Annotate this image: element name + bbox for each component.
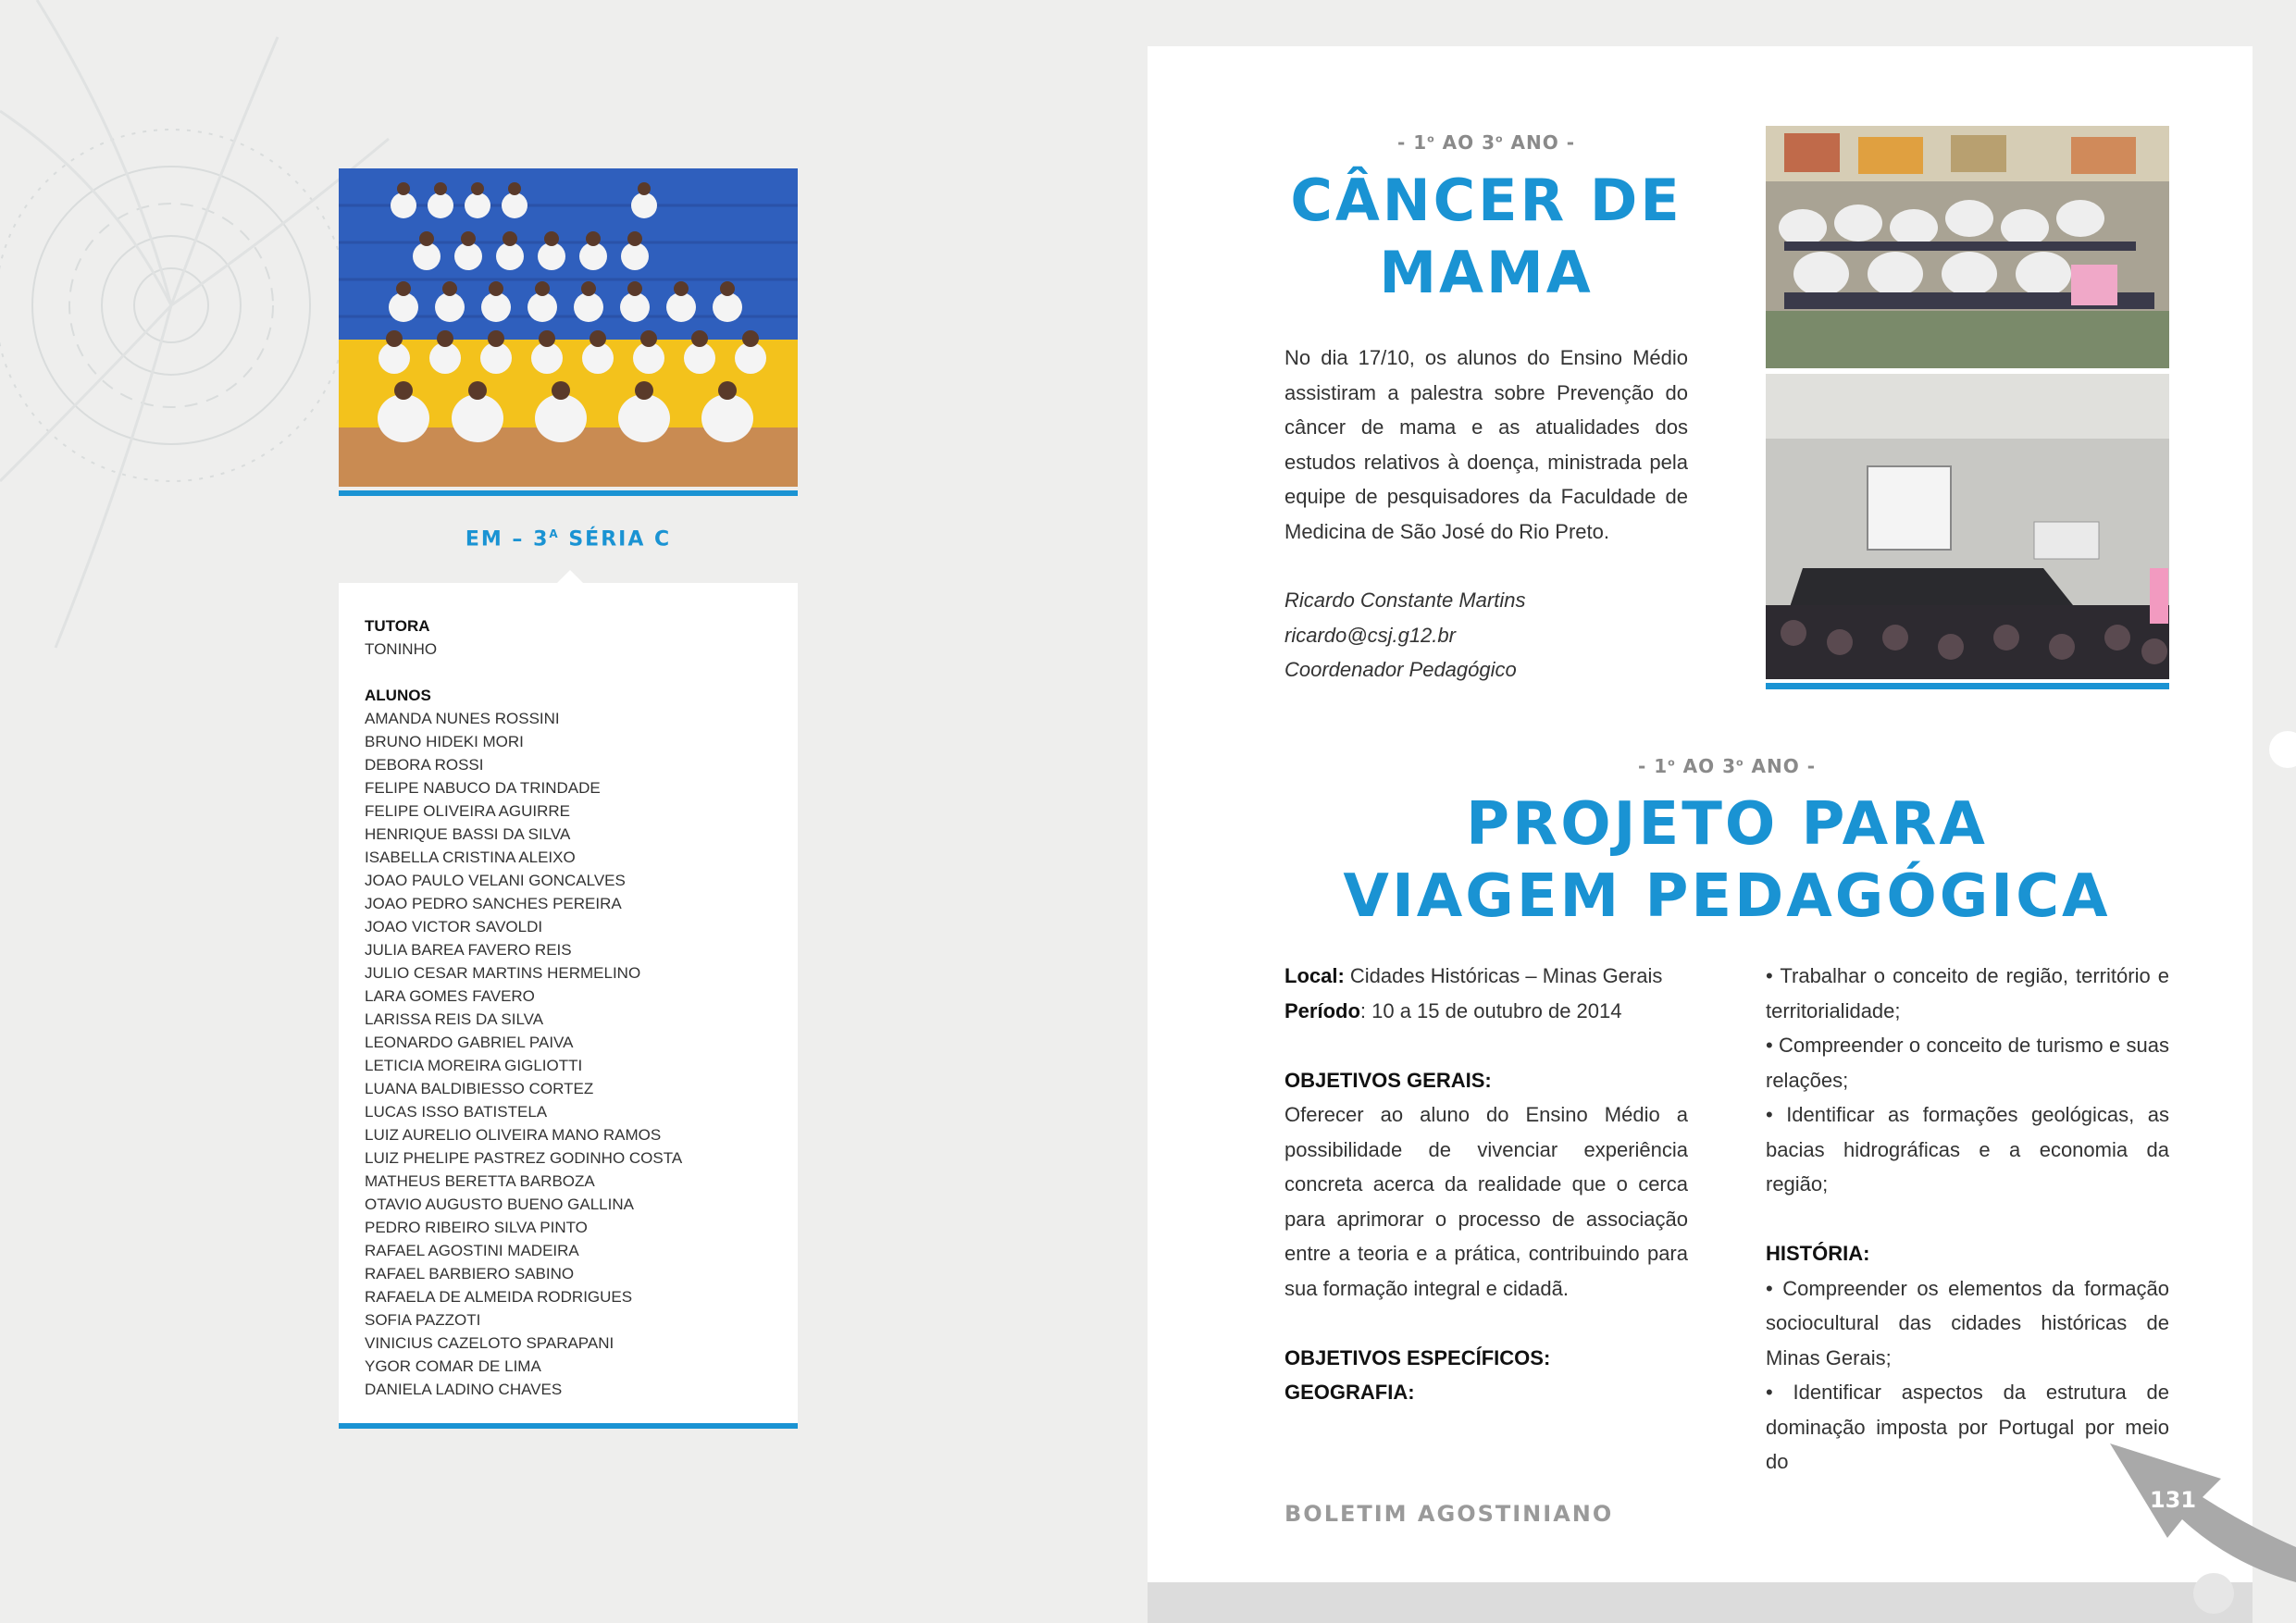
article2-right-column	[1766, 959, 2169, 1480]
photos-underline	[1766, 683, 2169, 689]
student-name: ISABELLA CRISTINA ALEIXO	[365, 849, 576, 866]
article2-title: PROJETO PARA VIAGEM PEDAGÓGICA	[1343, 790, 2111, 931]
student-name: JOAO PAULO VELANI GONCALVES	[365, 872, 626, 889]
student-name: DANIELA LADINO CHAVES	[365, 1381, 563, 1398]
student-name: RAFAEL AGOSTINI MADEIRA	[365, 1242, 579, 1259]
student-name: LEONARDO GABRIEL PAIVA	[365, 1034, 574, 1051]
student-name: LUANA BALDIBIESSO CORTEZ	[365, 1080, 594, 1097]
curved-arrow-icon	[2110, 1443, 2296, 1582]
objetivos-gerais-text: Oferecer ao aluno do Ensino Médio a possibilidade de vivenciar experiência concreta acerca da realidade que o cerca para aprimorar o processo de associação entre a teoria e a prática, contribuindo para sua formação integral e cidadã.	[1285, 1103, 1688, 1300]
local-value: Cidades Históricas – Minas Gerais	[1344, 964, 1663, 987]
students-label: ALUNOS	[365, 687, 431, 704]
student-name: JULIA BAREA FAVERO REIS	[365, 941, 572, 959]
historia-item: • Compreender os elementos da formação sociocultural das cidades históricas de Minas Gerais;	[1766, 1276, 2169, 1369]
student-name: OTAVIO AUGUSTO BUENO GALLINA	[365, 1196, 634, 1213]
tutor-label: TUTORA	[365, 617, 430, 635]
page-shadow	[1148, 1582, 2253, 1623]
lecture-audience-photo	[1766, 126, 2169, 368]
auditorium-photo	[1766, 374, 2169, 679]
student-name: RAFAEL BARBIERO SABINO	[365, 1265, 575, 1282]
signature-role: Coordenador Pedagógico	[1285, 658, 1517, 681]
periodo-value: : 10 a 15 de outubro de 2014	[1359, 998, 1622, 1022]
student-name: RAFAELA DE ALMEIDA RODRIGUES	[365, 1288, 633, 1306]
article1-body: No dia 17/10, os alunos do Ensino Médio assistiram a palestra sobre Prevenção do câncer de mama e as atualidades dos estudos relativos à doença, ministrada pela equipe de pesquisadores da Faculdade de Medicina de São José do Rio Preto.	[1285, 346, 1688, 543]
student-name: YGOR COMAR DE LIMA	[365, 1357, 541, 1375]
geografia-item: • Compreender o conceito de turismo e suas relações;	[1766, 1034, 2169, 1092]
local-label: Local:	[1285, 964, 1345, 987]
signature-email: ricardo@csj.g12.br	[1285, 623, 1456, 647]
student-name: AMANDA NUNES ROSSINI	[365, 710, 560, 727]
tutor-name: TONINHO	[365, 640, 438, 658]
article1-signature	[1285, 583, 1525, 688]
roster-card	[339, 583, 798, 1423]
student-name: PEDRO RIBEIRO SILVA PINTO	[365, 1219, 588, 1236]
article1-kicker: - 1$^o$ AO 3$^o$ ANO -	[1396, 131, 1576, 154]
roster-notch	[557, 570, 583, 583]
class-title: EM – $3^A$ SÉRIA C	[465, 527, 672, 551]
roster-underline	[339, 1423, 798, 1429]
student-name: BRUNO HIDEKI MORI	[365, 733, 524, 750]
article1-title: CÂNCER DE MAMA	[1290, 167, 1682, 306]
geografia-item: • Trabalhar o conceito de região, território e territorialidade;	[1766, 964, 2169, 1022]
geografia-item: • Identificar as formações geológicas, as bacias hidrográficas e a economia da região;	[1766, 1103, 2169, 1196]
student-name: LARISSA REIS DA SILVA	[365, 1010, 544, 1028]
student-name: JOAO PEDRO SANCHES PEREIRA	[365, 895, 622, 912]
periodo-label: Período	[1285, 998, 1360, 1022]
geografia-label: GEOGRAFIA:	[1285, 1381, 1415, 1404]
edge-dot	[2269, 731, 2296, 768]
student-name: LUIZ AURELIO OLIVEIRA MANO RAMOS	[365, 1126, 662, 1144]
student-name: FELIPE OLIVEIRA AGUIRRE	[365, 802, 571, 820]
page-number: 131	[2149, 1487, 2197, 1513]
student-name: FELIPE NABUCO DA TRINDADE	[365, 779, 601, 797]
footer-brand: BOLETIM AGOSTINIANO	[1285, 1501, 1614, 1527]
historia-item: • Identificar aspectos da estrutura de dominação imposta por Portugal por meio do	[1766, 1381, 2169, 1473]
student-name: LUIZ PHELIPE PASTREZ GODINHO COSTA	[365, 1149, 683, 1167]
student-name: HENRIQUE BASSI DA SILVA	[365, 825, 571, 843]
student-name: LETICIA MOREIRA GIGLIOTTI	[365, 1057, 583, 1074]
student-name: LUCAS ISSO BATISTELA	[365, 1103, 548, 1121]
photo-underline	[339, 490, 798, 496]
objetivos-gerais-label: OBJETIVOS GERAIS:	[1285, 1068, 1492, 1092]
roster-list	[365, 614, 682, 1401]
student-name: VINICIUS CAZELOTO SPARAPANI	[365, 1334, 614, 1352]
student-name: MATHEUS BERETTA BARBOZA	[365, 1172, 595, 1190]
student-name: DEBORA ROSSI	[365, 756, 484, 774]
students-list	[365, 707, 682, 1401]
article2-kicker: - 1$^o$ AO 3$^o$ ANO -	[1637, 755, 1817, 777]
article2-left-column	[1285, 959, 1688, 1410]
historia-label: HISTÓRIA:	[1766, 1242, 1870, 1265]
signature-name: Ricardo Constante Martins	[1285, 588, 1526, 612]
student-name: JOAO VICTOR SAVOLDI	[365, 918, 543, 935]
student-name: SOFIA PAZZOTI	[365, 1311, 481, 1329]
student-name: JULIO CESAR MARTINS HERMELINO	[365, 964, 641, 982]
class-group-photo	[339, 168, 798, 487]
student-name: LARA GOMES FAVERO	[365, 987, 535, 1005]
objetivos-especificos-label: OBJETIVOS ESPECÍFICOS:	[1285, 1345, 1551, 1369]
